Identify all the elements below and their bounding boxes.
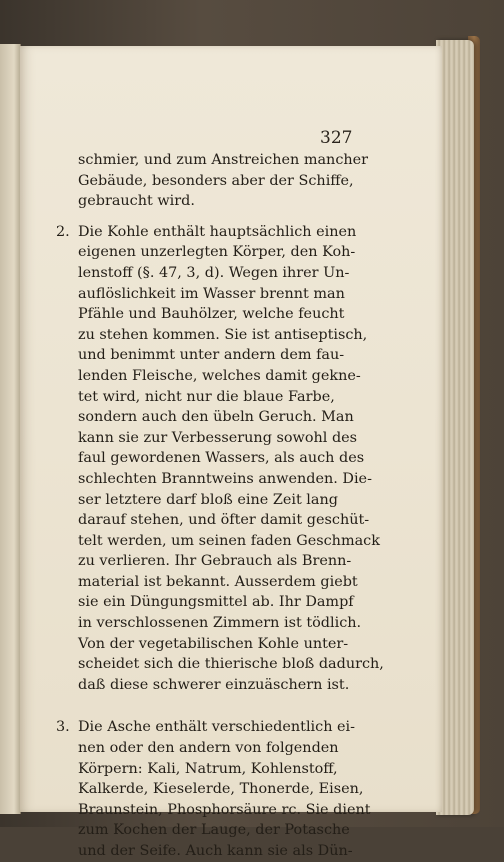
text-line: faul gewordenen Wassers, als auch des	[78, 450, 365, 467]
text-line: und der Seife. Auch kann sie als Dün-	[78, 843, 353, 859]
text-line: lenden Fleische, welches damit gekne-	[78, 367, 361, 384]
facing-page-edge	[0, 44, 21, 814]
text-line: Kalkerde, Kieselerde, Thonerde, Eisen,	[78, 781, 364, 798]
text-line: schmier, und zum Anstreichen mancher	[78, 152, 369, 168]
text-line: sie ein Düngungsmittel ab. Ihr Dampf	[78, 594, 354, 611]
text-line: lenstoff (§. 47, 3, d). Wegen ihrer Un-	[78, 264, 350, 281]
text-line: tet wird, nicht nur die blaue Farbe,	[78, 388, 335, 405]
paragraph-number: 3.	[56, 719, 70, 736]
text-line: Von der vegetabilischen Kohle unter-	[78, 635, 349, 652]
intro-paragraph	[78, 150, 380, 212]
text-line: und benimmt unter andern dem fau-	[78, 347, 345, 364]
text-line: nen oder den andern von folgenden	[78, 740, 339, 757]
text-line: Gebäude, besonders aber der Schiffe,	[78, 172, 354, 189]
text-line: Pfähle und Bauhölzer, welche feucht	[78, 306, 345, 323]
page-text	[56, 150, 384, 862]
text-line: zu stehen kommen. Sie ist antiseptisch,	[78, 326, 368, 343]
text-line: eigenen unzerlegten Körper, den Koh-	[78, 244, 356, 261]
text-line: auflöslichkeit im Wasser brennt man	[78, 285, 345, 302]
text-line: Die Asche enthält verschiedentlich ei-	[78, 719, 356, 736]
text-line: darauf stehen, und öfter damit geschüt-	[78, 512, 370, 529]
text-line: schlechten Branntweins anwenden. Die-	[78, 470, 372, 487]
paragraph-number: 2.	[56, 223, 70, 240]
text-line: Braunstein, Phosphorsäure rc. Sie dient	[78, 801, 371, 818]
text-line: ser letztere darf bloß eine Zeit lang	[78, 491, 338, 508]
text-line: zum Kochen der Lauge, der Potasche	[78, 822, 350, 839]
text-line: Körpern: Kali, Natrum, Kohlenstoff,	[78, 760, 338, 777]
numbered-paragraph-2	[56, 222, 384, 696]
text-line: Die Kohle enthält hauptsächlich einen	[78, 223, 357, 240]
text-line: telt werden, um seinen faden Geschmack	[78, 532, 380, 549]
page-number: 327	[320, 128, 353, 148]
text-line: kann sie zur Verbesserung sowohl des	[78, 429, 358, 446]
text-line: material ist bekannt. Ausserdem giebt	[78, 573, 358, 590]
text-line: daß diese schwerer einzuäschern ist.	[78, 676, 350, 693]
text-line: in verschlossenen Zimmern ist tödlich.	[78, 615, 362, 632]
text-line: zu verlieren. Ihr Gebrauch als Brenn-	[78, 553, 352, 570]
text-line: scheidet sich die thierische bloß dadurch,	[78, 656, 384, 673]
text-line: sondern auch den übeln Geruch. Man	[78, 409, 354, 426]
text-line: gebraucht wird.	[78, 193, 195, 210]
numbered-paragraph-3	[56, 717, 380, 861]
